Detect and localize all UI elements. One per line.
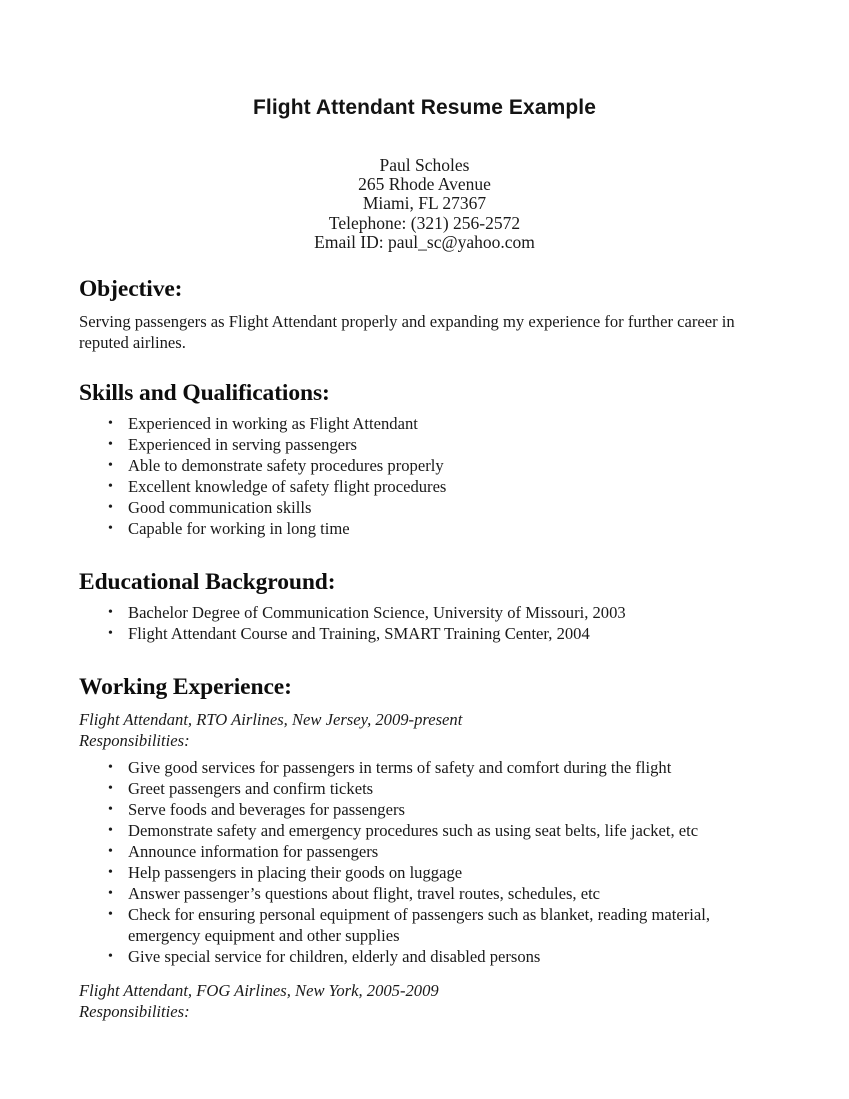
contact-block (0, 156, 849, 252)
education-heading: Educational Background: (79, 569, 336, 596)
page-title: Flight Attendant Resume Example (252, 96, 597, 119)
list-item: • Give good services for passengers in terms of safety and comfort during the flight (79, 757, 778, 778)
list-item: • Answer passenger’s questions about flight, travel routes, schedules, etc (79, 883, 778, 904)
list-item: • Able to demonstrate safety procedures properly (79, 455, 778, 476)
section-education (79, 569, 759, 644)
objective-text: Serving passengers as Flight Attendant properly and expanding my experience for further career in reputed airlines. (79, 312, 735, 352)
experience-job-2 (79, 981, 759, 1022)
skills-heading: Skills and Qualifications: (79, 380, 330, 407)
job-responsibilities-list (79, 757, 759, 967)
resume-content (79, 276, 759, 1022)
contact-telephone: Telephone: (321) 256-2572 (328, 212, 521, 233)
section-objective (79, 276, 759, 353)
contact-city-state-zip: Miami, FL 27367 (362, 193, 487, 214)
list-item: • Bachelor Degree of Communication Science, University of Missouri, 2003 (79, 602, 778, 623)
list-item: • Experienced in working as Flight Attendant (79, 413, 778, 434)
skills-list (79, 413, 759, 539)
list-item: • Experienced in serving passengers (79, 434, 778, 455)
experience-job-1 (79, 710, 759, 967)
list-item: • Greet passengers and confirm tickets (79, 778, 778, 799)
contact-name: Paul Scholes (379, 155, 470, 175)
list-item: • Give special service for children, elderly and disabled persons (79, 946, 778, 967)
experience-heading: Working Experience: (79, 674, 292, 701)
section-experience (79, 674, 759, 1022)
list-item: • Help passengers in placing their goods on luggage (79, 862, 778, 883)
contact-email: Email ID: paul_sc@yahoo.com (314, 231, 535, 252)
contact-street: 265 Rhode Avenue (358, 174, 491, 195)
job-title-line: Flight Attendant, RTO Airlines, New Jersey, 2009-present (79, 710, 463, 730)
list-item: • Demonstrate safety and emergency procedures such as using seat belts, life jacket, etc (79, 820, 778, 841)
list-item: • Announce information for passengers (79, 841, 778, 862)
responsibilities-label: Responsibilities: (79, 1001, 190, 1021)
list-item: • Good communication skills (79, 497, 778, 518)
list-item: • Excellent knowledge of safety flight procedures (79, 476, 778, 497)
objective-heading: Objective: (79, 276, 183, 302)
list-item: • Flight Attendant Course and Training, SMART Training Center, 2004 (79, 623, 778, 644)
list-item: • Capable for working in long time (79, 518, 778, 539)
list-item: • Serve foods and beverages for passengers (79, 799, 778, 820)
list-item: • Check for ensuring personal equipment of passengers such as blanket, reading material, emergency equipment and other supplies (79, 904, 778, 946)
section-skills (79, 380, 759, 539)
responsibilities-label: Responsibilities: (79, 730, 190, 750)
job-title-line: Flight Attendant, FOG Airlines, New York, 2005-2009 (79, 981, 439, 1001)
education-list (79, 602, 759, 644)
